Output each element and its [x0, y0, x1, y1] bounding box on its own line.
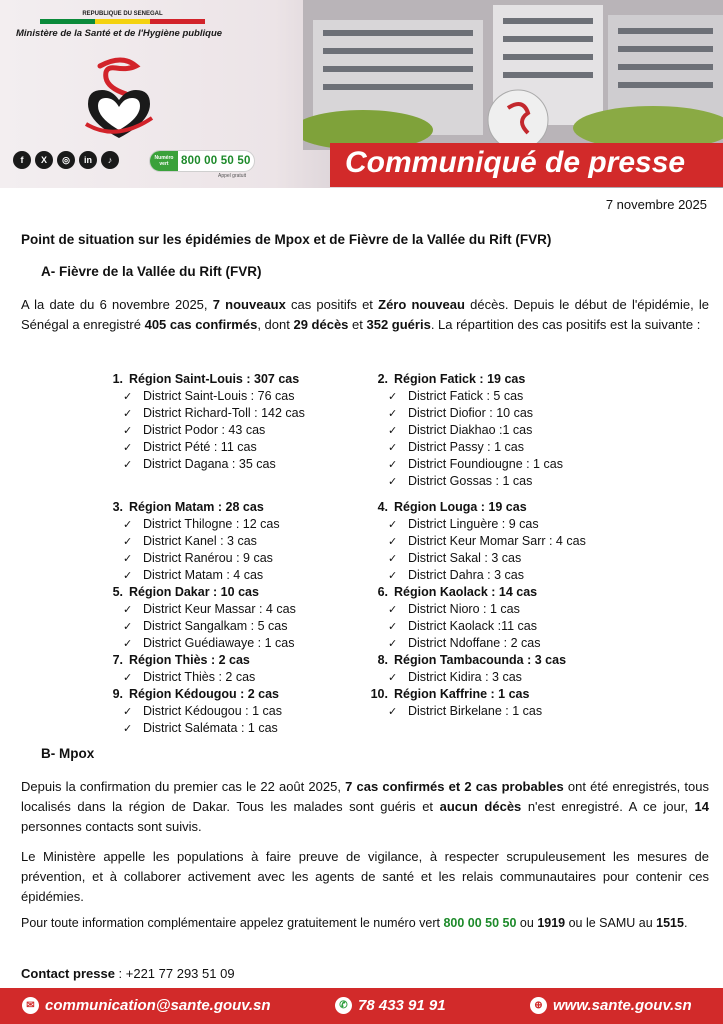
checkmark-icon: ✓ [388, 621, 398, 633]
checkmark-icon: ✓ [388, 459, 398, 471]
region-heading [366, 652, 586, 669]
region-block [101, 686, 305, 737]
district-item [101, 439, 305, 456]
hotline-paragraph: Pour toute information complémentaire appelez gratuitement le numéro vert 800 00 50 50 ou 1919 ou le SAMU au 1515. [21, 916, 688, 930]
checkmark-icon: ✓ [123, 604, 133, 616]
region-number: 1. [112, 372, 123, 386]
checkmark-icon: ✓ [388, 425, 398, 437]
press-release-title: Communiqué de presse [345, 146, 686, 179]
district-item [101, 422, 305, 439]
district-label: District Richard-Toll : 142 cas [143, 406, 305, 420]
footer-website-text: www.sante.gouv.sn [553, 997, 692, 1014]
district-item [366, 635, 586, 652]
district-label: District Linguère : 9 cas [408, 517, 539, 531]
region-number: 10. [370, 687, 388, 701]
district-label: District Thiès : 2 cas [143, 670, 256, 684]
district-item [101, 703, 305, 720]
region-block [366, 652, 586, 686]
district-item [366, 567, 586, 584]
regions-right-column [366, 371, 586, 720]
district-item [366, 422, 586, 439]
district-label: District Nioro : 1 cas [408, 602, 520, 616]
region-title: Région Kaffrine : 1 cas [394, 687, 530, 701]
district-item [101, 456, 305, 473]
district-item [366, 618, 586, 635]
district-item [366, 439, 586, 456]
region-block [366, 499, 586, 584]
district-item [101, 635, 305, 652]
district-label: District Kanel : 3 cas [143, 534, 257, 548]
checkmark-icon: ✓ [123, 553, 133, 565]
instagram-icon[interactable]: ◎ [57, 151, 75, 169]
republic-label: REPUBLIQUE DU SENEGAL [82, 11, 163, 17]
region-block [366, 686, 586, 720]
district-label: District Birkelane : 1 cas [408, 704, 543, 718]
checkmark-icon: ✓ [123, 391, 133, 403]
district-item [366, 550, 586, 567]
region-heading [366, 584, 586, 601]
tiktok-icon[interactable]: ♪ [101, 151, 119, 169]
district-label: District Ndoffane : 2 cas [408, 636, 541, 650]
region-block [101, 584, 305, 652]
district-item [101, 516, 305, 533]
checkmark-icon: ✓ [123, 723, 133, 735]
checkmark-icon: ✓ [123, 706, 133, 718]
region-number: 7. [112, 653, 123, 667]
region-block [366, 371, 586, 490]
facebook-icon[interactable]: f [13, 151, 31, 169]
district-label: District Sakal : 3 cas [408, 551, 522, 565]
region-title: Région Kaolack : 14 cas [394, 585, 538, 599]
district-label: District Kidira : 3 cas [408, 670, 522, 684]
checkmark-icon: ✓ [388, 536, 398, 548]
district-label: District Dagana : 35 cas [143, 457, 276, 471]
region-block [366, 584, 586, 652]
checkmark-icon: ✓ [123, 425, 133, 437]
district-item [366, 473, 586, 490]
region-block [101, 499, 305, 584]
district-label: District Salémata : 1 cas [143, 721, 278, 735]
district-label: District Matam : 4 cas [143, 568, 264, 582]
district-label: District Foundiougne : 1 cas [408, 457, 563, 471]
linkedin-icon[interactable]: in [79, 151, 97, 169]
district-item [366, 516, 586, 533]
district-label: District Keur Momar Sarr : 4 cas [408, 534, 586, 548]
region-title: Région Tambacounda : 3 cas [394, 653, 567, 667]
district-label: District Thilogne : 12 cas [143, 517, 280, 531]
email-icon: ✉ [22, 997, 39, 1014]
district-item [366, 533, 586, 550]
section-b-heading: B- Mpox [41, 746, 95, 761]
region-number: 8. [377, 653, 388, 667]
footer-email[interactable] [22, 997, 271, 1014]
district-item [101, 388, 305, 405]
checkmark-icon: ✓ [388, 570, 398, 582]
district-item [366, 456, 586, 473]
fvr-summary-paragraph: A la date du 6 novembre 2025, 7 nouveaux cas positifs et Zéro nouveau décès. Depuis le début de l'épidémie, le Sénégal a enregistré 405 cas confirmés, dont 29 décès et 352 guéris. La répartition des cas positifs est la suivante : [21, 297, 709, 332]
region-block [101, 371, 305, 473]
region-heading [366, 499, 586, 516]
appeal-paragraph: Le Ministère appelle les populations à faire preuve de vigilance, à respecter scrupuleusement les mesures de prévention, et à collaborer activement avec les agents de santé et les relais communautaires pour contenir ces épidémies. [21, 849, 709, 904]
checkmark-icon: ✓ [388, 442, 398, 454]
district-item [101, 405, 305, 422]
district-label: District Kédougou : 1 cas [143, 704, 282, 718]
district-item [366, 703, 586, 720]
district-label: District Keur Massar : 4 cas [143, 602, 296, 616]
whatsapp-icon: ✆ [335, 997, 352, 1014]
numero-vert-number: 800 00 50 50 [181, 155, 251, 167]
checkmark-icon: ✓ [388, 638, 398, 650]
checkmark-icon: ✓ [123, 672, 133, 684]
ministry-name: Ministère de la Santé et de l'Hygiène publique [16, 28, 223, 39]
region-number: 9. [112, 687, 123, 701]
checkmark-icon: ✓ [388, 706, 398, 718]
checkmark-icon: ✓ [123, 408, 133, 420]
social-links [13, 151, 119, 169]
district-label: District Sangalkam : 5 cas [143, 619, 288, 633]
district-item [366, 405, 586, 422]
checkmark-icon: ✓ [388, 391, 398, 403]
region-heading [366, 686, 586, 703]
district-label: District Guédiawaye : 1 cas [143, 636, 295, 650]
district-label: District Passy : 1 cas [408, 440, 524, 454]
district-label: District Podor : 43 cas [143, 423, 266, 437]
region-title: Région Saint-Louis : 307 cas [129, 372, 300, 386]
numero-vert-badge [149, 150, 255, 172]
region-title: Région Thiès : 2 cas [129, 653, 250, 667]
district-item [366, 669, 586, 686]
region-number: 3. [112, 500, 123, 514]
region-heading [101, 371, 305, 388]
header-banner [0, 0, 723, 188]
checkmark-icon: ✓ [388, 604, 398, 616]
region-title: Région Dakar : 10 cas [129, 585, 259, 599]
globe-icon: ⊕ [530, 997, 547, 1014]
region-number: 2. [377, 372, 388, 386]
district-label: District Saint-Louis : 76 cas [143, 389, 295, 403]
district-label: District Fatick : 5 cas [408, 389, 524, 403]
district-item [101, 618, 305, 635]
district-item [101, 669, 305, 686]
region-title: Région Kédougou : 2 cas [129, 687, 280, 701]
x-icon[interactable]: X [35, 151, 53, 169]
region-heading [101, 584, 305, 601]
checkmark-icon: ✓ [123, 536, 133, 548]
region-number: 6. [377, 585, 388, 599]
region-block [101, 652, 305, 686]
checkmark-icon: ✓ [388, 672, 398, 684]
release-date: 7 novembre 2025 [605, 197, 707, 212]
district-label: District Dahra : 3 cas [408, 568, 525, 582]
press-contact: Contact presse : +221 77 293 51 09 [21, 966, 235, 981]
region-title: Région Fatick : 19 cas [394, 372, 526, 386]
ministry-building-photo [303, 0, 723, 150]
footer-phone-text: 78 433 91 91 [358, 997, 446, 1014]
region-number: 4. [377, 500, 388, 514]
region-title: Région Matam : 28 cas [129, 500, 264, 514]
footer-phone[interactable] [335, 997, 446, 1014]
checkmark-icon: ✓ [123, 570, 133, 582]
district-label: District Gossas : 1 cas [408, 474, 533, 488]
mpox-summary-paragraph: Depuis la confirmation du premier cas le 22 août 2025, 7 cas confirmés et 2 cas probables ont été enregistrés, tous localisés dans la région de Dakar. Tous les malades sont guéris et aucun décès n'est enregistré. A ce jour, 14 personnes contacts sont suivis. [21, 779, 709, 834]
document-title: Point de situation sur les épidémies de Mpox et de Fièvre de la Vallée du Rift (FVR) [21, 232, 552, 247]
checkmark-icon: ✓ [123, 621, 133, 633]
checkmark-icon: ✓ [388, 476, 398, 488]
footer-website[interactable] [530, 997, 692, 1014]
footer-email-text: communication@sante.gouv.sn [45, 997, 271, 1014]
district-item [366, 388, 586, 405]
region-heading [101, 499, 305, 516]
checkmark-icon: ✓ [123, 519, 133, 531]
senegal-flag-stripe [40, 19, 205, 24]
region-heading [366, 371, 586, 388]
district-item [101, 533, 305, 550]
checkmark-icon: ✓ [123, 638, 133, 650]
region-heading [101, 652, 305, 669]
checkmark-icon: ✓ [123, 442, 133, 454]
numero-vert-tag: Numéro vert [150, 151, 178, 171]
checkmark-icon: ✓ [388, 553, 398, 565]
district-item [101, 567, 305, 584]
district-label: District Ranérou : 9 cas [143, 551, 273, 565]
appel-gratuit-label: Appel gratuit [218, 173, 247, 179]
district-label: District Kaolack :11 cas [408, 619, 537, 633]
region-title: Région Louga : 19 cas [394, 500, 527, 514]
district-item [101, 720, 305, 737]
ministry-logo [78, 52, 160, 142]
checkmark-icon: ✓ [123, 459, 133, 471]
district-item [366, 601, 586, 618]
district-label: District Pété : 11 cas [143, 440, 257, 454]
district-label: District Diakhao :1 cas [408, 423, 533, 437]
district-item [101, 550, 305, 567]
district-label: District Diofior : 10 cas [408, 406, 534, 420]
district-item [101, 601, 305, 618]
regions-left-column [101, 371, 305, 737]
region-number: 5. [112, 585, 123, 599]
checkmark-icon: ✓ [388, 408, 398, 420]
checkmark-icon: ✓ [388, 519, 398, 531]
region-heading [101, 686, 305, 703]
section-a-heading: A- Fièvre de la Vallée du Rift (FVR) [41, 264, 262, 279]
